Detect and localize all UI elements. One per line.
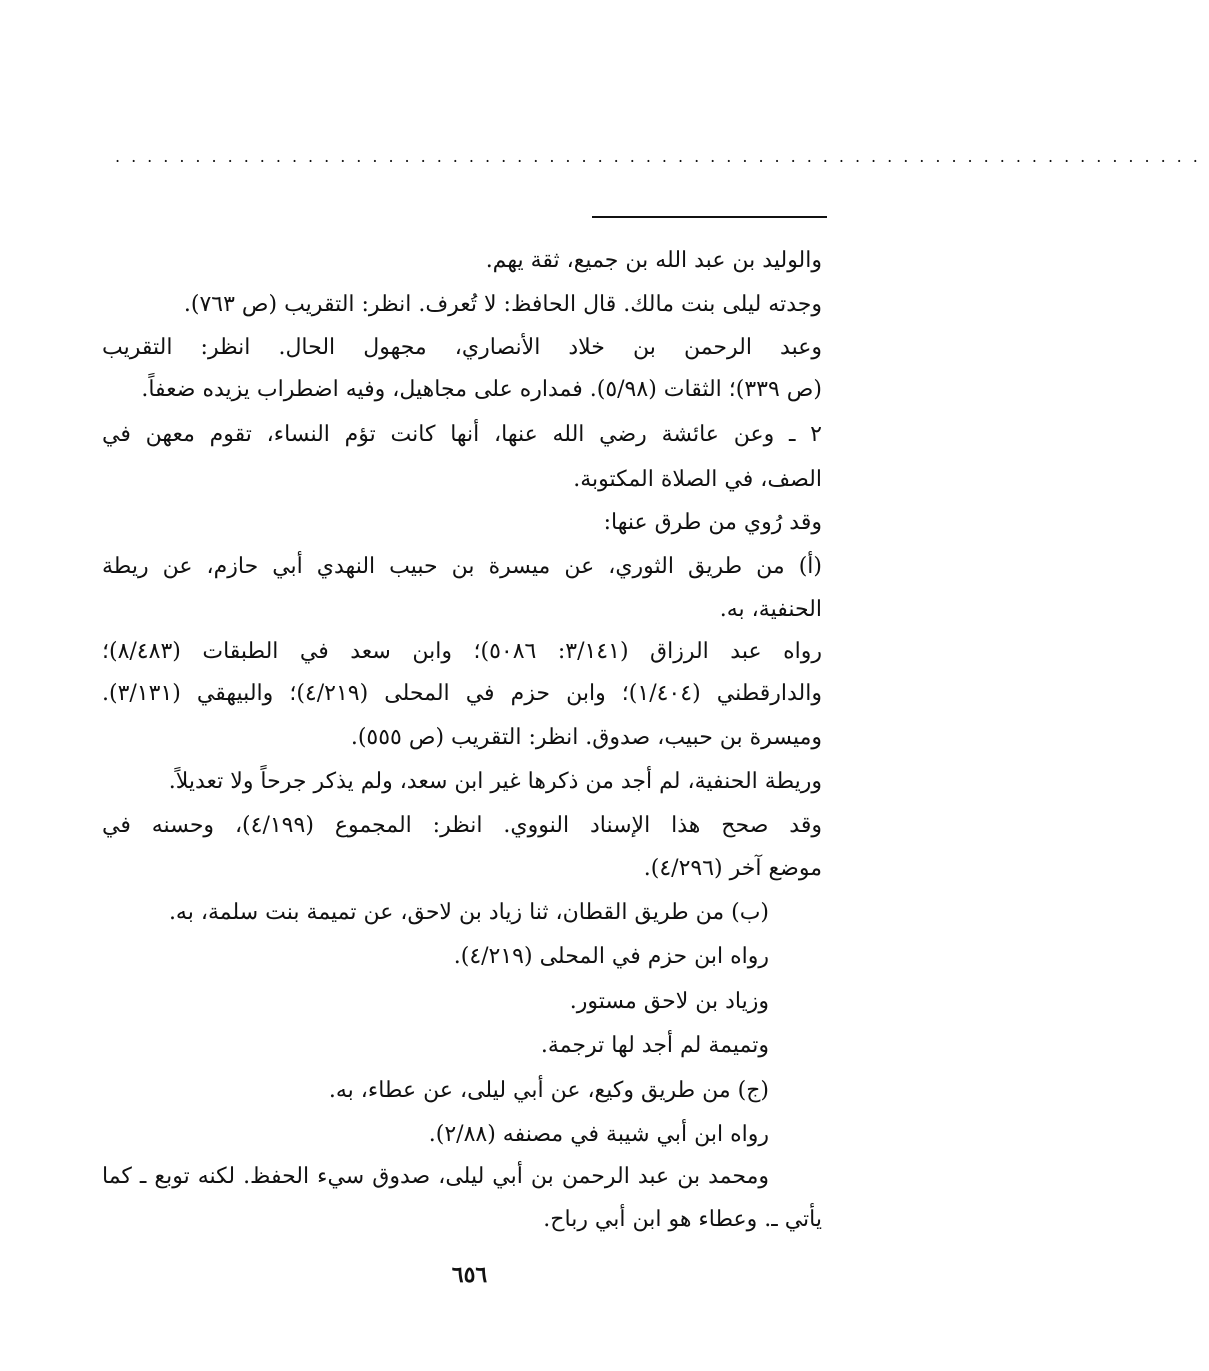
text-line: يأتي ـ. وعطاء هو ابن أبي رباح. — [543, 1207, 822, 1232]
text-line: رواه ابن أبي شيبة في مصنفه (٢/٨٨). — [428, 1122, 769, 1147]
footnote-rule — [592, 216, 827, 218]
text-line: موضع آخر (٤/٢٩٦). — [643, 856, 822, 881]
text-line: (ب) من طريق القطان، ثنا زياد بن لاحق، عن تميمة بنت سلمة، به. — [168, 900, 769, 925]
text-line: (أ) من طريق الثوري، عن ميسرة بن حبيب النهدي أبي حازم، عن ريطة — [102, 554, 822, 579]
text-line: وجدته ليلى بنت مالك. قال الحافظ: لا تُعرف. انظر: التقريب (ص ٧٦٣). — [183, 292, 822, 317]
text-line: والوليد بن عبد الله بن جميع، ثقة يهم. — [485, 248, 822, 273]
text-line: وزياد بن لاحق مستور. — [569, 989, 769, 1014]
text-line: (ج) من طريق وكيع، عن أبي ليلى، عن عطاء، به. — [328, 1078, 769, 1103]
page-number: ٦٥٦ — [451, 1262, 488, 1288]
text-line: وعبد الرحمن بن خلاد الأنصاري، مجهول الحال. انظر: التقريب — [102, 335, 822, 360]
text-line: وقد رُوي من طرق عنها: — [603, 510, 822, 535]
text-line: وقد صحح هذا الإسناد النووي. انظر: المجموع (٤/١٩٩)، وحسنه في — [102, 813, 822, 838]
text-line: وميسرة بن حبيب، صدوق. انظر: التقريب (ص ٥٥٥). — [350, 725, 822, 750]
text-line: والدارقطني (١/٤٠٤)؛ وابن حزم في المحلى (٤/٢١٩)؛ والبيهقي (٣/١٣١). — [102, 681, 822, 706]
text-line: الحنفية، به. — [719, 597, 822, 622]
text-line: وتميمة لم أجد لها ترجمة. — [540, 1033, 769, 1058]
dotted-separator: .................................................................... — [115, 147, 1209, 166]
text-line: رواه عبد الرزاق (٣/١٤١: ٥٠٨٦)؛ وابن سعد في الطبقات (٨/٤٨٣)؛ — [102, 639, 822, 664]
text-line: ٢ ـ وعن عائشة رضي الله عنها، أنها كانت تؤم النساء، تقوم معهن في — [102, 422, 822, 447]
text-line: ومحمد بن عبد الرحمن بن أبي ليلى، صدوق سيء الحفظ. لكنه توبع ـ كما — [102, 1164, 769, 1189]
text-line: (ص ٣٣٩)؛ الثقات (٥/٩٨). فمداره على مجاهيل، وفيه اضطراب يزيده ضعفاً. — [141, 377, 822, 402]
text-line: رواه ابن حزم في المحلى (٤/٢١٩). — [453, 944, 769, 969]
text-line: وريطة الحنفية، لم أجد من ذكرها غير ابن سعد، ولم يذكر جرحاً ولا تعديلاً. — [168, 769, 822, 794]
text-line: الصف، في الصلاة المكتوبة. — [573, 467, 822, 492]
